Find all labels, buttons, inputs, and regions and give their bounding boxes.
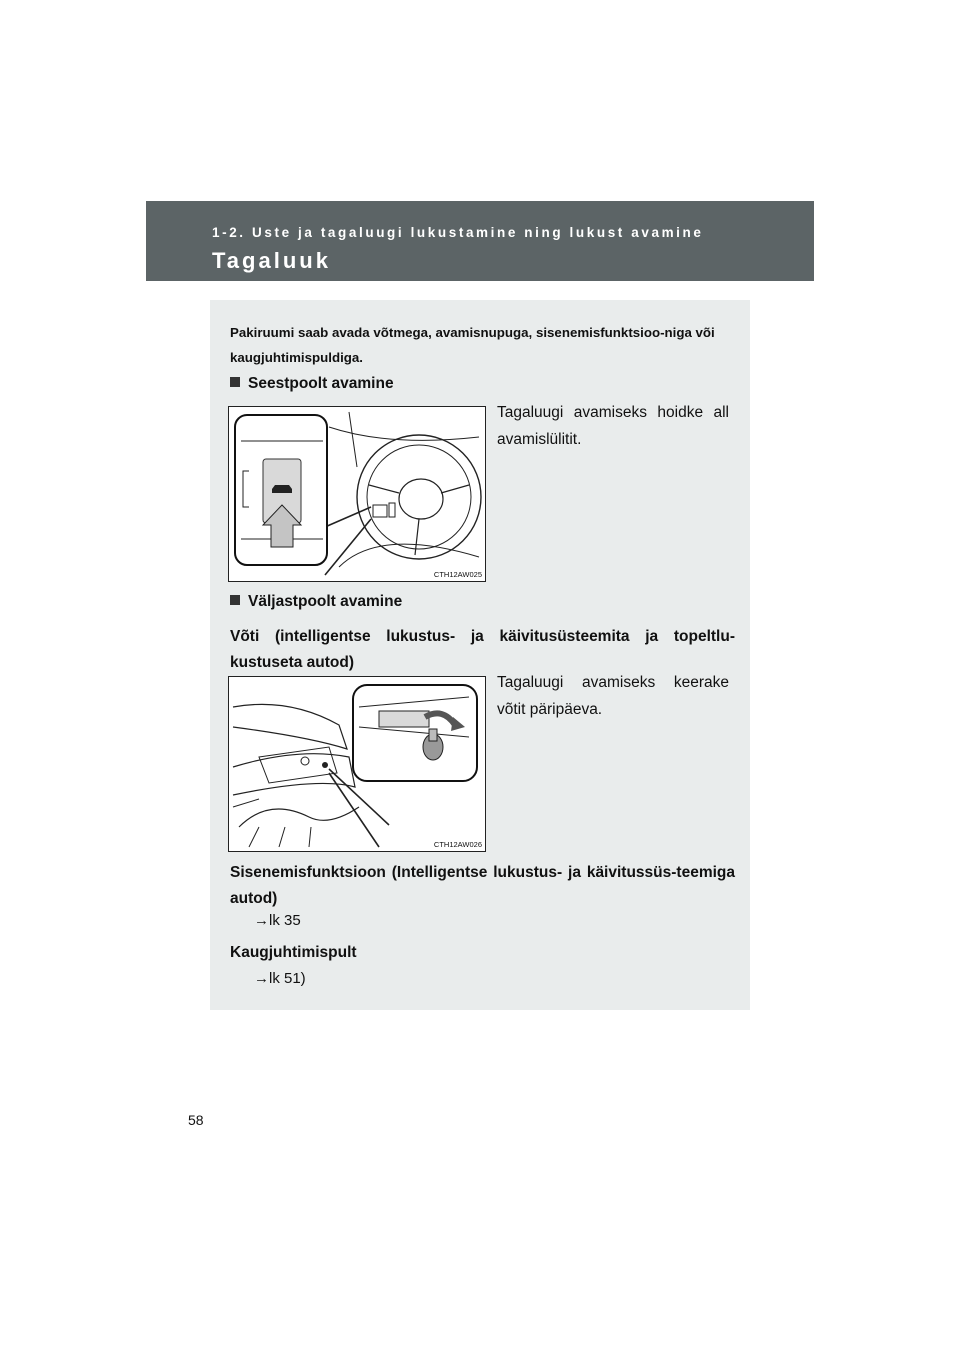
chapter-header [146,201,814,281]
remote-ref-link[interactable]: lk 51) [269,970,306,987]
inside-description: Tagaluugi avamiseks hoidke all avamislülitit. [497,404,729,448]
figure-code: CTH12AW025 [433,570,482,579]
inside-heading [230,375,394,393]
trunk-key-illustration [229,677,485,851]
entry-heading: Sisenemisfunktsioon (Intelligentse lukustus- ja käivitussüs-teemiga autod) [230,864,735,907]
square-bullet-icon [230,377,240,387]
outside-figure [228,676,486,852]
intro-text: Pakiruumi saab avada võtmega, avamisnupuga, sisenemisfunktsioo-niga või kaugjuhtimispuldiga. [230,325,715,365]
content-panel [210,300,750,1010]
inside-figure [228,406,486,582]
figure-code: CTH12AW026 [433,840,482,849]
section-title: 1-2. Uste ja tagaluugi lukustamine ning lukust avamine [212,225,704,240]
arrow-right-icon: → [254,912,269,929]
outside-heading [230,593,402,611]
inside-heading-label: Seestpoolt avamine [248,375,394,392]
entry-reference [254,912,301,929]
entry-ref-link[interactable]: lk 35 [269,912,301,929]
arrow-right-icon: → [254,970,269,987]
remote-heading: Kaugjuhtimispult [230,944,357,961]
remote-reference [254,970,306,987]
outside-heading-label: Väljastpoolt avamine [248,593,403,610]
square-bullet-icon [230,595,240,605]
key-heading: Võti (intelligentse lukustus- ja käivitusüsteemita ja topeltlu-kustuseta autod) [230,628,735,671]
dashboard-switch-illustration [229,407,485,581]
page-number: 58 [188,1112,204,1128]
key-description: Tagaluugi avamiseks keerake võtit päripäeva. [497,674,729,718]
page-title: Tagaluuk [212,248,331,273]
